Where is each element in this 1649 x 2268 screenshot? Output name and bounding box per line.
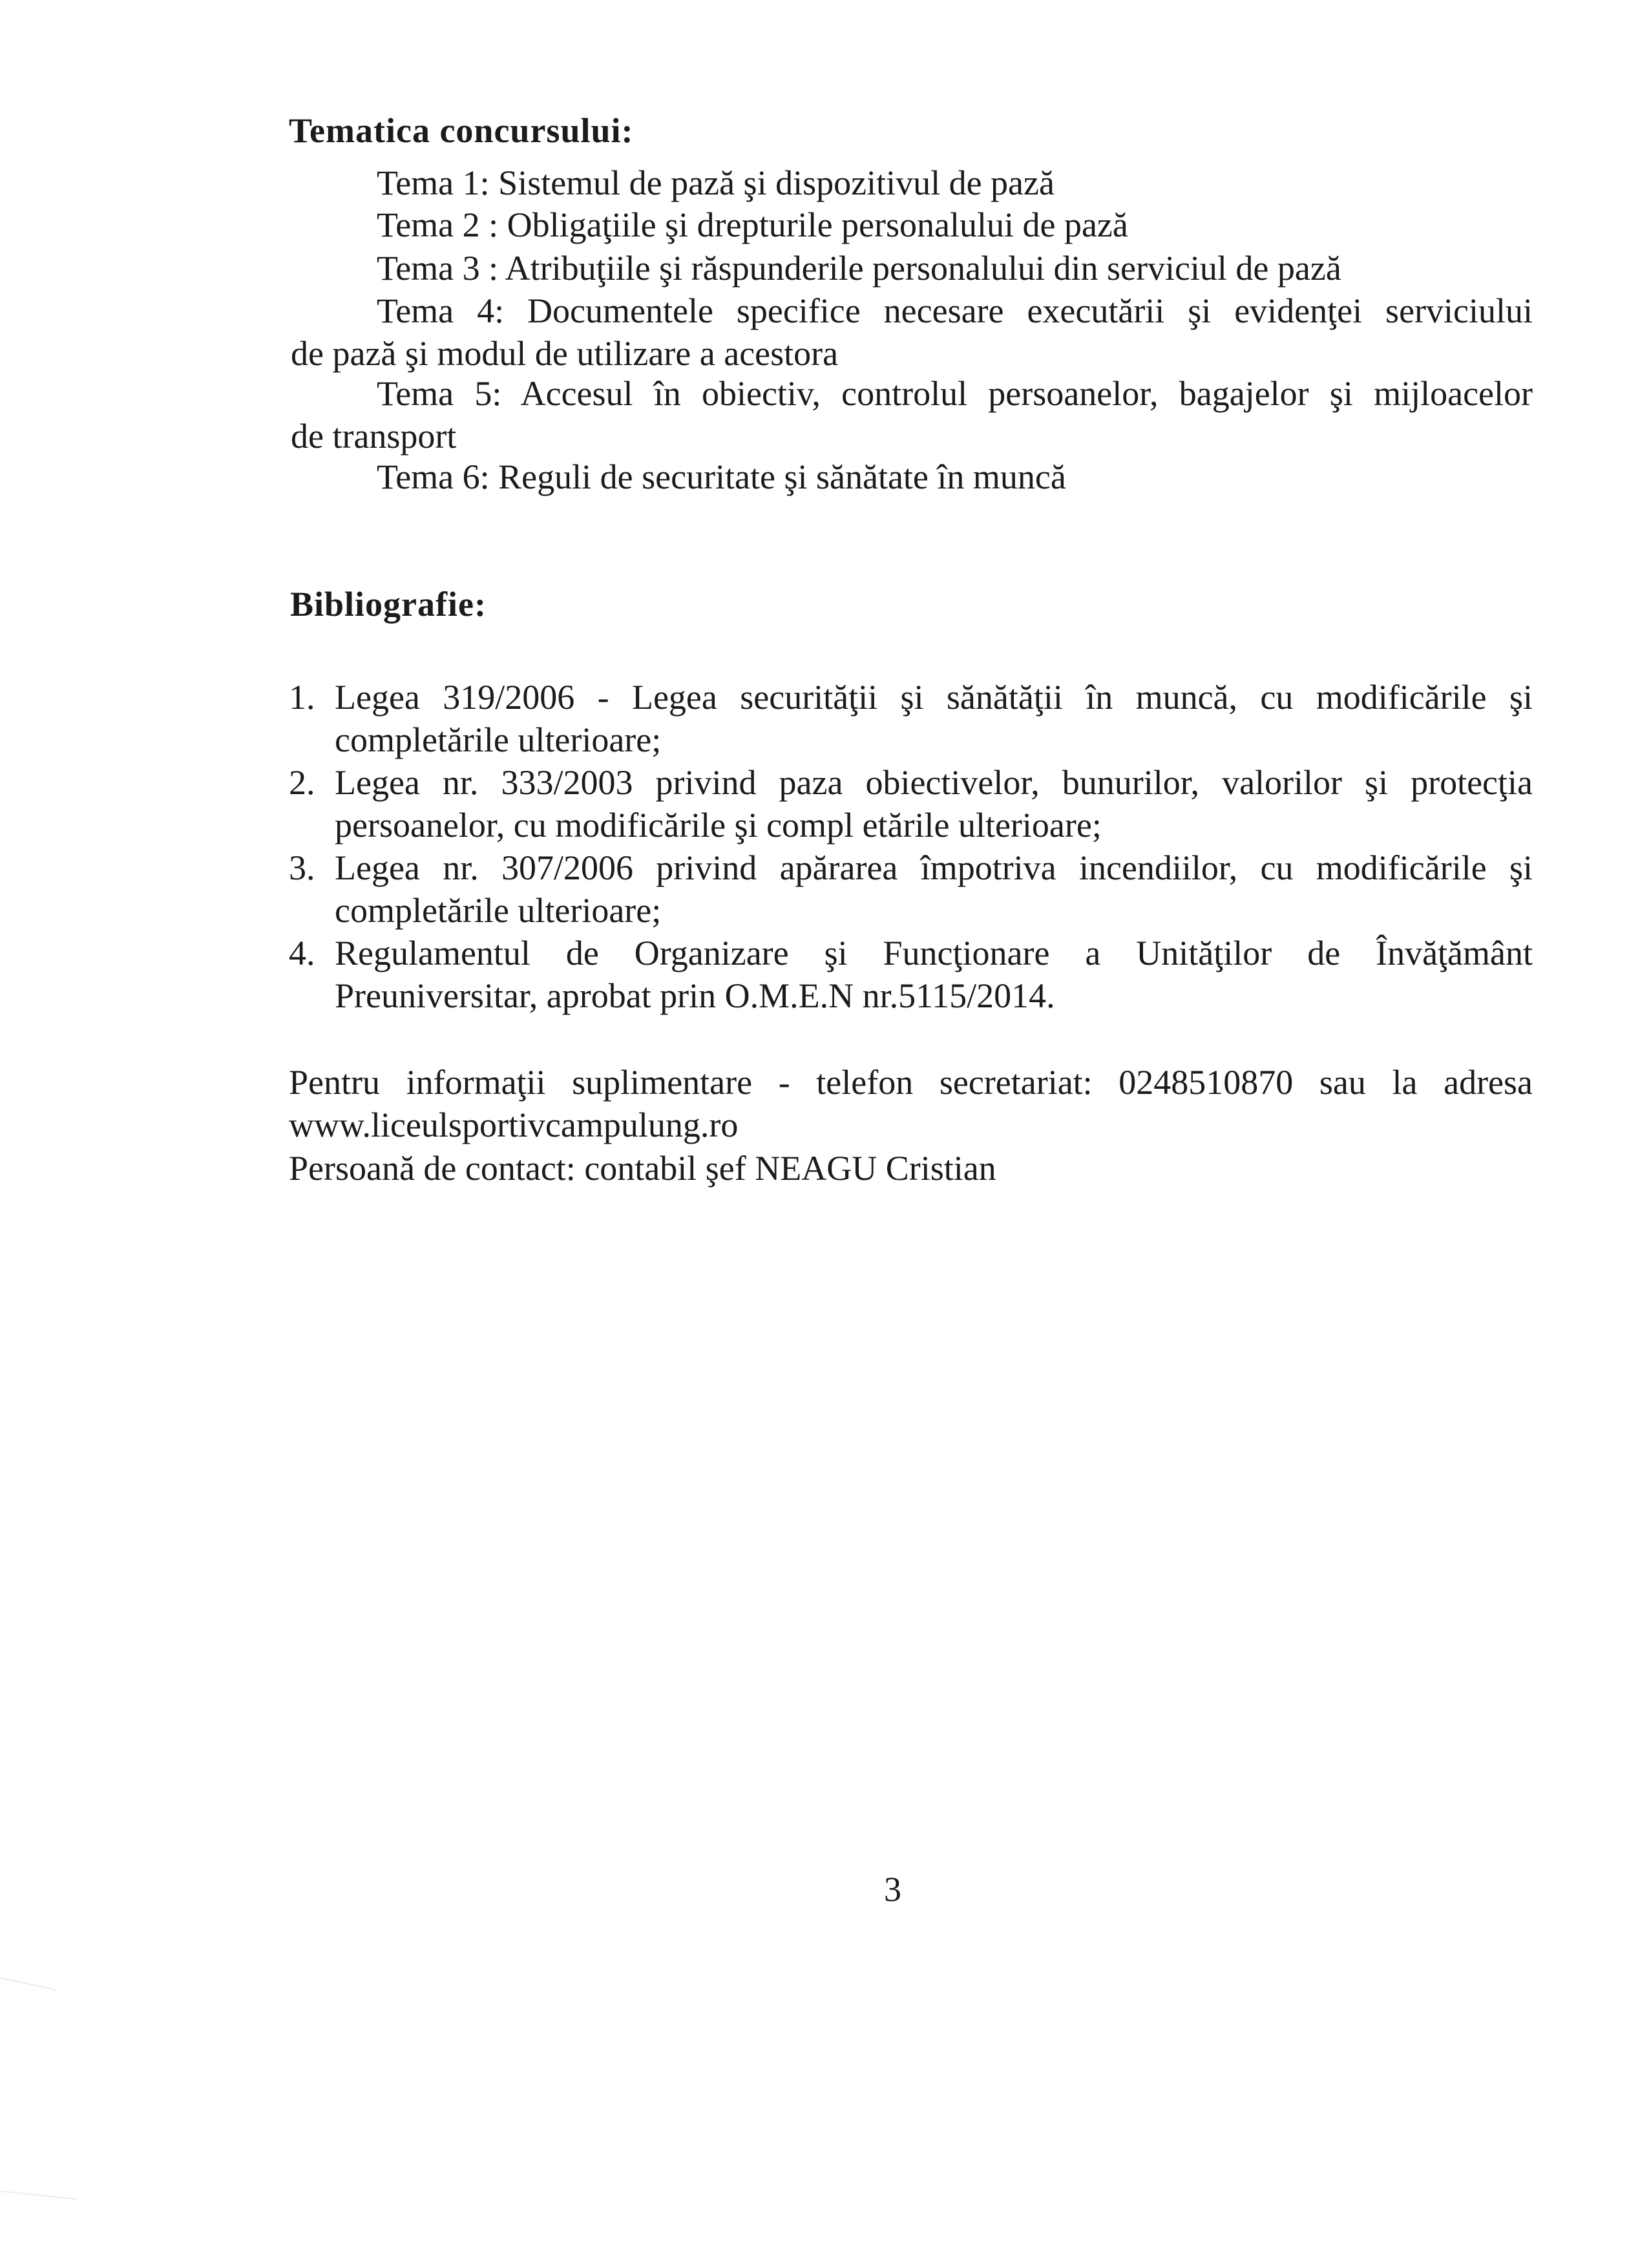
bib-3-line2: completările ulterioare; [335, 891, 662, 930]
contact-info [289, 1061, 1533, 1146]
bib-2 [335, 761, 1533, 846]
tema-4 [291, 289, 1533, 375]
bib-2-line1: Legea nr. 333/2003 privind paza obiectivelor, bunurilor, valorilor şi protecţia [335, 763, 1533, 802]
contact-person: Persoană de contact: contabil şef NEAGU Cristian [289, 1149, 996, 1188]
tema-2: Tema 2 : Obligaţiile şi drepturile personalului de pază [377, 205, 1128, 244]
bib-1 [335, 676, 1533, 761]
tema-5-line1: Tema 5: Accesul în obiectiv, controlul persoanelor, bagajelor şi mijloacelor [377, 374, 1533, 413]
bib-4-line2: Preuniversitar, aprobat prin O.M.E.N nr.5115/2014. [335, 976, 1055, 1015]
bibliografie-heading: Bibliografie: [290, 585, 487, 624]
bib-3-line1: Legea nr. 307/2006 privind apărarea împotriva incendiilor, cu modificările şi [335, 848, 1533, 887]
scan-edge-mark-lower [0, 2190, 77, 2200]
bib-3-number: 3. [289, 848, 315, 887]
bib-3 [335, 846, 1533, 932]
tema-3: Tema 3 : Atribuţiile şi răspunderile personalului din serviciul de pază [377, 249, 1341, 288]
page-number: 3 [884, 1870, 901, 1909]
bib-4-line1: Regulamentul de Organizare şi Funcţionare a Unităţilor de Învăţământ [335, 934, 1533, 972]
scan-edge-mark [0, 1977, 57, 1991]
tema-4-line2: de pază şi modul de utilizare a acestora [291, 334, 839, 373]
contact-info-line1: Pentru informaţii suplimentare - telefon secretariat: 0248510870 sau la adresa [289, 1063, 1533, 1102]
website-link[interactable]: www.liceulsportivcampulung.ro [289, 1106, 739, 1144]
bib-1-line2: completările ulterioare; [335, 720, 662, 759]
tema-4-line1: Tema 4: Documentele specifice necesare executării şi evidenţei serviciului [377, 291, 1533, 330]
tema-5 [291, 372, 1533, 457]
bib-4 [335, 932, 1533, 1017]
bib-4-number: 4. [289, 934, 315, 972]
tema-1: Tema 1: Sistemul de pază şi dispozitivul de pază [377, 163, 1055, 202]
tema-6: Tema 6: Reguli de securitate şi sănătate în muncă [377, 457, 1066, 496]
bib-2-line2: persoanelor, cu modificările şi compl etările ulterioare; [335, 806, 1102, 845]
bib-2-number: 2. [289, 763, 315, 802]
tematica-heading: Tematica concursului: [289, 111, 634, 150]
bib-1-number: 1. [289, 678, 315, 717]
bib-1-line1: Legea 319/2006 - Legea securităţii şi sănătăţii în muncă, cu modificările şi [335, 678, 1533, 717]
tema-5-line2: de transport [291, 417, 457, 456]
